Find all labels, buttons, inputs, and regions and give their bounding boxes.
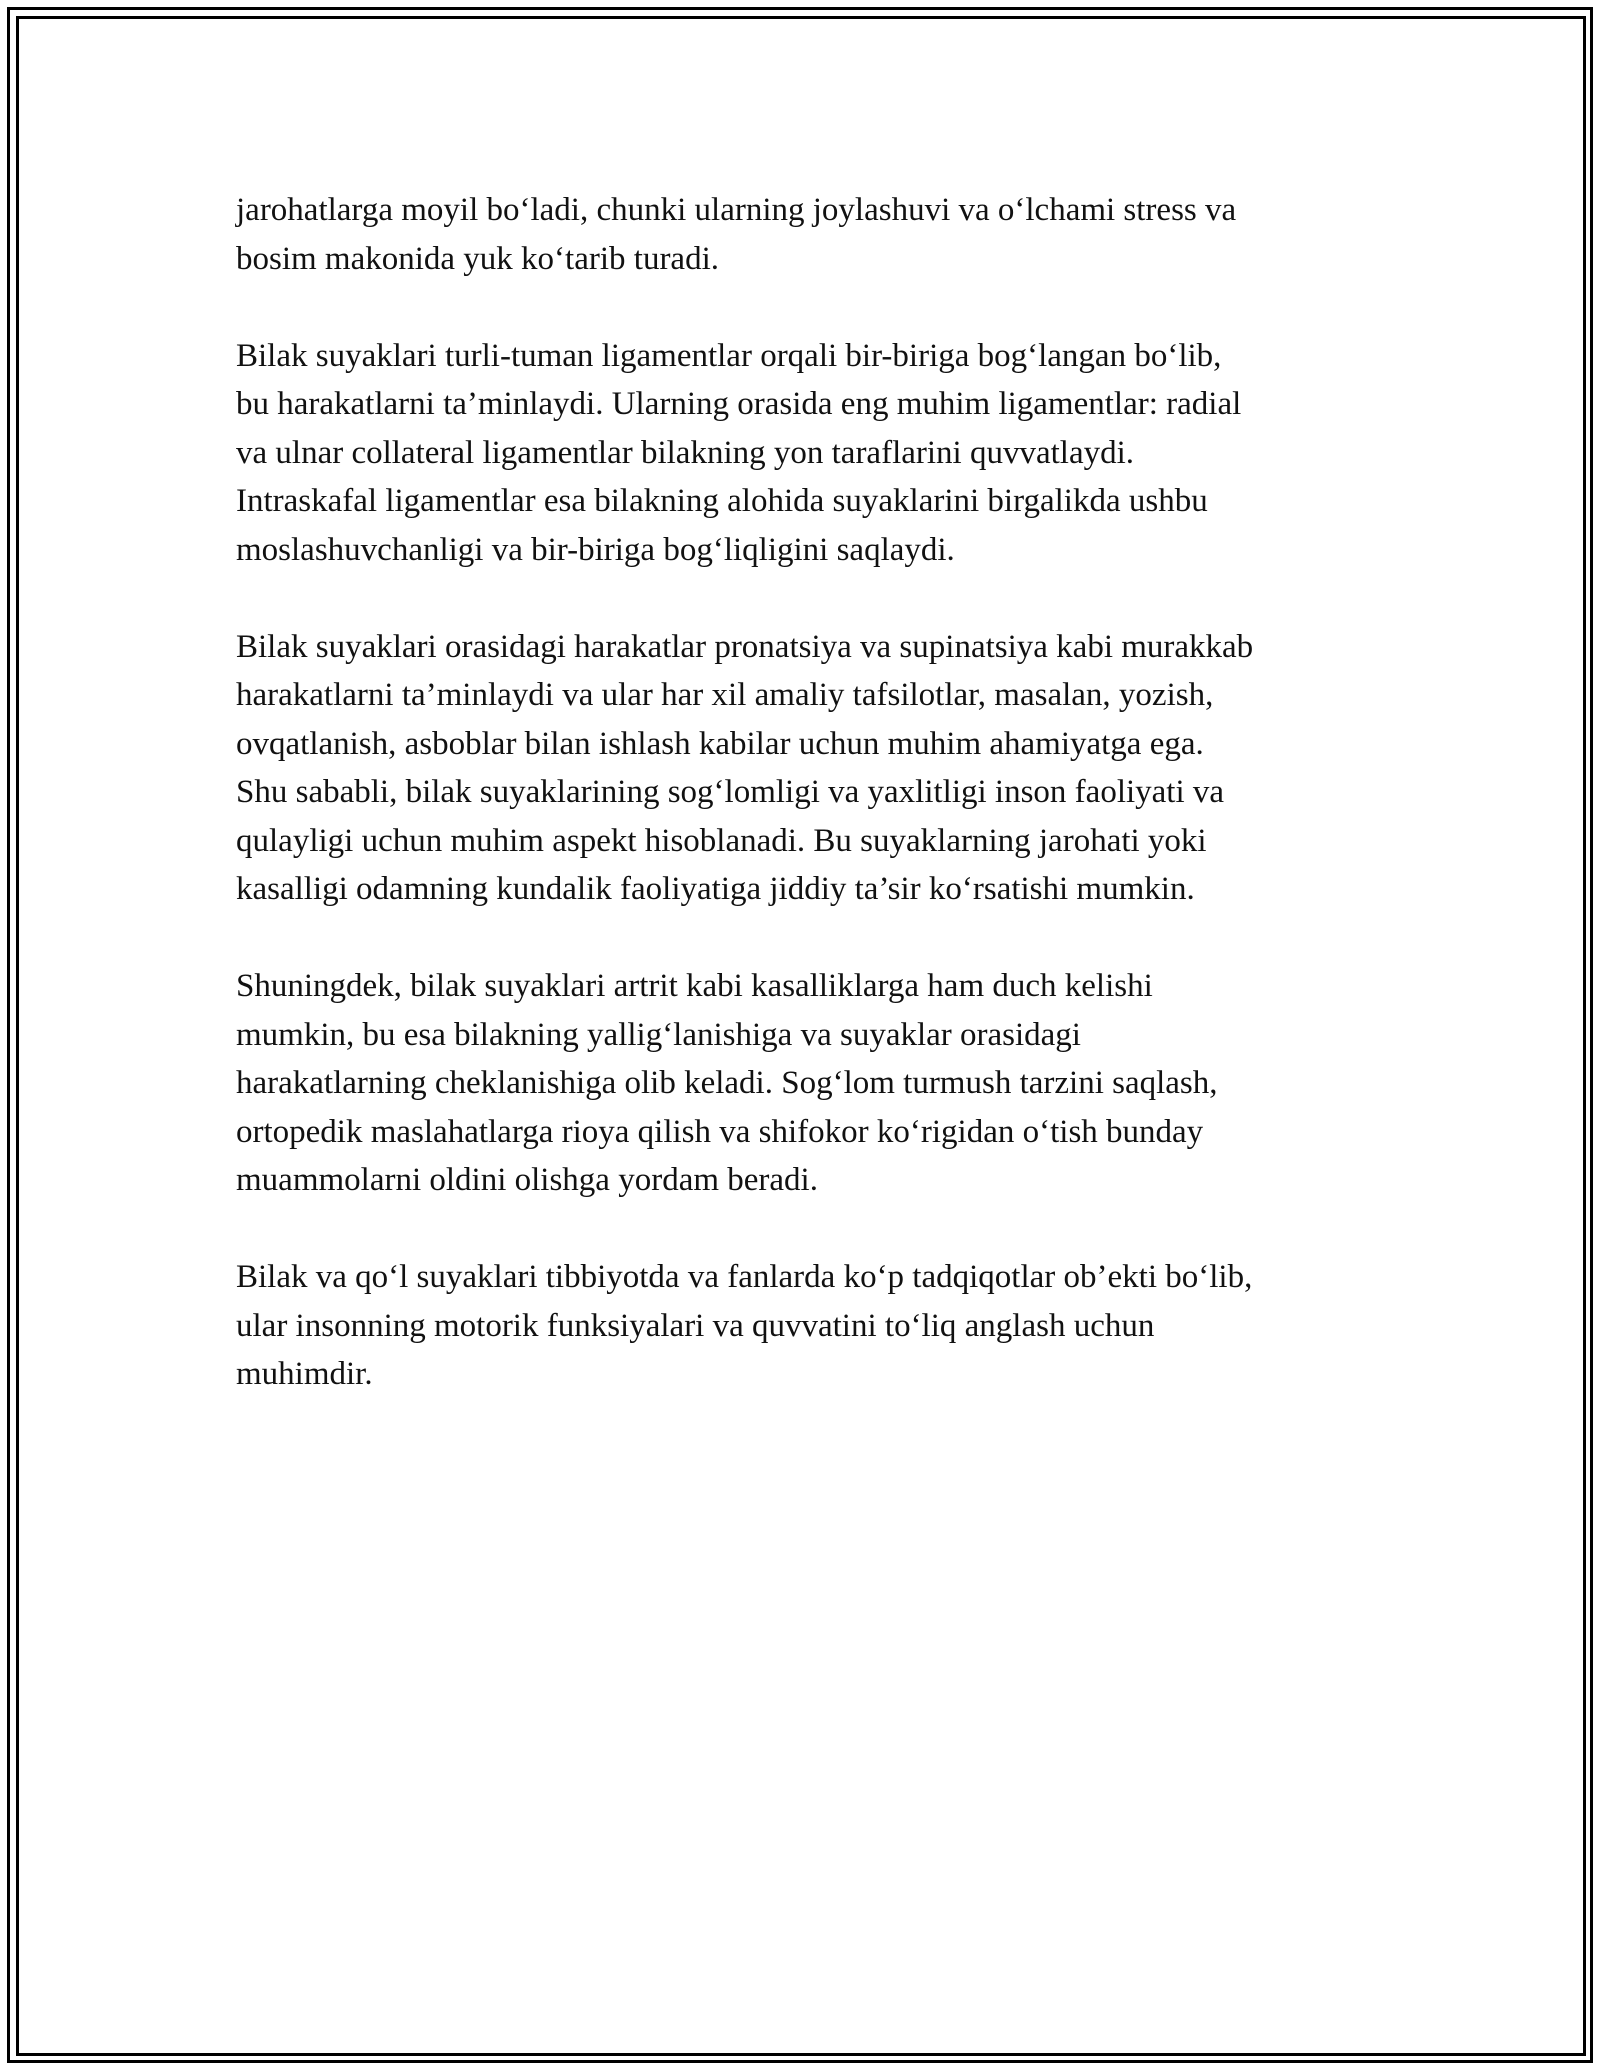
text-line: bosim makonida yuk ko‘tarib turadi. bbox=[236, 240, 719, 277]
text-line: qulayligi uchun muhim aspekt hisoblanadi. Bu suyaklarning jarohati yoki bbox=[236, 822, 1207, 859]
text-line: kasalligi odamning kundalik faoliyatiga jiddiy ta’sir ko‘rsatishi mumkin. bbox=[236, 871, 1195, 907]
paragraph-3 bbox=[236, 623, 1376, 914]
text-line: muammolarni oldini olishga yordam beradi. bbox=[236, 1162, 818, 1198]
document-body bbox=[236, 186, 1376, 1447]
paragraph-5 bbox=[236, 1253, 1376, 1399]
text-line: mumkin, bu esa bilakning yallig‘lanishiga va suyaklar orasidagi bbox=[236, 1016, 1081, 1053]
text-line: muhimdir. bbox=[236, 1356, 373, 1392]
text-line: harakatlarning cheklanishiga olib keladi. Sog‘lom turmush tarzini saqlash, bbox=[236, 1065, 1218, 1101]
text-line: Intraskafal ligamentlar esa bilakning alohida suyaklarini birgalikda ushbu bbox=[236, 483, 1208, 519]
paragraph-1 bbox=[236, 186, 1376, 283]
text-line: ovqatlanish, asboblar bilan ishlash kabilar uchun muhim ahamiyatga ega. bbox=[236, 725, 1204, 762]
paragraph-4 bbox=[236, 962, 1376, 1205]
text-line: bu harakatlarni ta’minlaydi. Ularning orasida eng muhim ligamentlar: radial bbox=[236, 386, 1242, 422]
text-line: Shuningdek, bilak suyaklari artrit kabi kasalliklarga ham duch kelishi bbox=[236, 968, 1153, 1004]
paragraph-2 bbox=[236, 332, 1376, 575]
text-line: jarohatlarga moyil bo‘ladi, chunki ularning joylashuvi va o‘lchami stress va bbox=[236, 192, 1237, 228]
text-line: Bilak va qo‘l suyaklari tibbiyotda va fanlarda ko‘p tadqiqotlar ob’ekti bo‘lib, bbox=[236, 1259, 1253, 1295]
text-line: moslashuvchanligi va bir-biriga bog‘liqligini saqlaydi. bbox=[236, 531, 955, 568]
text-line: harakatlarni ta’minlaydi va ular har xil amaliy tafsilotlar, masalan, yozish, bbox=[236, 677, 1214, 713]
text-line: Shu sababli, bilak suyaklarining sog‘lomligi va yaxlitligi inson faoliyati va bbox=[236, 774, 1225, 810]
text-line: va ulnar collateral ligamentlar bilakning yon taraflarini quvvatlaydi. bbox=[236, 434, 1135, 471]
text-line: ortopedik maslahatlarga rioya qilish va shifokor ko‘rigidan o‘tish bunday bbox=[236, 1113, 1204, 1150]
text-line: Bilak suyaklari turli-tuman ligamentlar orqali bir-biriga bog‘langan bo‘lib, bbox=[236, 337, 1222, 374]
text-line: Bilak suyaklari orasidagi harakatlar pronatsiya va supinatsiya kabi murakkab bbox=[236, 628, 1254, 665]
text-line: ular insonning motorik funksiyalari va quvvatini to‘liq anglash uchun bbox=[236, 1307, 1155, 1344]
